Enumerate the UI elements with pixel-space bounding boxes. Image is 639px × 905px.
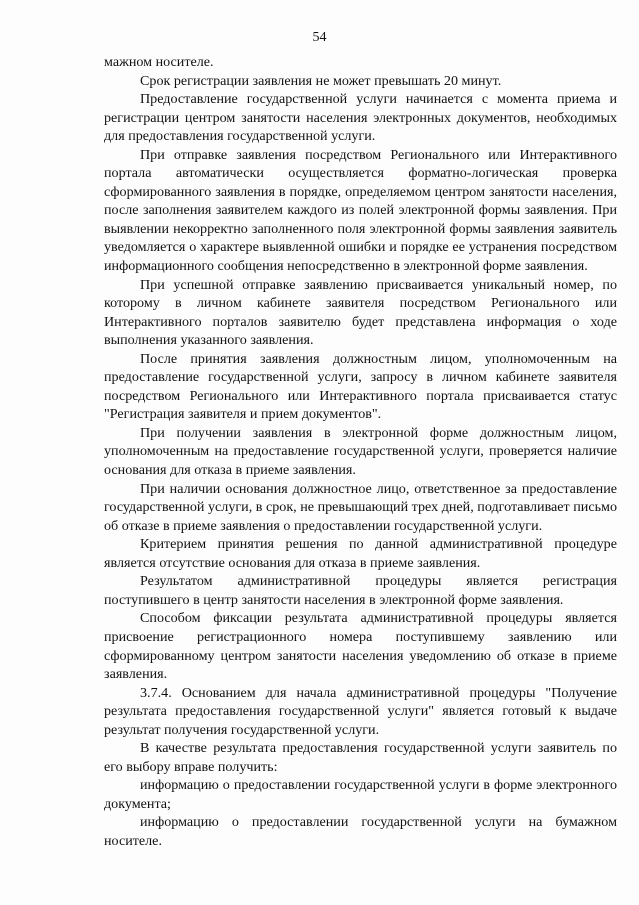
paragraph: При отправке заявления посредством Регионального или Интерактивного портала автоматически осуществляется форматно-логическая проверка сформированного заявления в порядке, определяемом центром занятости населения, после заполнения заявителем каждого из полей электронной формы заявления. При выявлении некорректно заполненного поля электронной формы заявления заявитель уведомляется о характере выявленной ошибки и порядке ее устранения посредством информационного сообщения непосредственно в электронной форме заявления.	[104, 146, 617, 275]
paragraph: В качестве результата предоставления государственной услуги заявитель по его выбору вправе получить:	[104, 740, 617, 775]
section-paragraph: 3.7.4. Основанием для начала административной процедуры "Получение результата предоставления государственной услуги" является готовый к выдаче результат получения государственной услуги.	[104, 684, 617, 738]
paragraph: Предоставление государственной услуги начинается с момента приема и регистрации центром занятости населения электронных документов, необходимых для предоставления государственной услуги.	[104, 91, 617, 145]
list-item: информацию о предоставлении государственной услуги в форме электронного документа;	[104, 777, 617, 812]
paragraph: Способом фиксации результата административной процедуры является присвоение регистрационного номера поступившему заявлению или сформированному центром занятости населения уведомлению об отказе в приеме заявления.	[104, 610, 617, 683]
paragraph: При получении заявления в электронной форме должностным лицом, уполномоченным на предоставление государственной услуги, проверяется наличие основания для отказа в приеме заявления.	[104, 424, 617, 479]
paragraph-continuation: мажном носителе.	[104, 54, 214, 70]
paragraph: Результатом административной процедуры является регистрация поступившего в центр занятости населения в электронной форме заявления.	[104, 573, 617, 608]
document-body	[104, 53, 617, 851]
paragraph: Критерием принятия решения по данной административной процедуре является отсутствие основания для отказа в приеме заявления.	[104, 536, 617, 571]
paragraph: При успешной отправке заявлению присваивается уникальный номер, по которому в личном кабинете заявителя посредством Регионального или Интерактивного порталов заявителю будет представлена информация о ходе выполнения указанного заявления.	[104, 276, 617, 349]
paragraph: Срок регистрации заявления не может превышать 20 минут.	[140, 72, 502, 89]
paragraph: После принятия заявления должностным лицом, уполномоченным на предоставление государственной услуги, запросу в личном кабинете заявителя посредством Регионального или Интерактивного портала присваивается статус "Регистрация заявителя и прием документов".	[104, 350, 617, 423]
paragraph: При наличии основания должностное лицо, ответственное за предоставление государственной услуги, в срок, не превышающий трех дней, подготавливает письмо об отказе в приеме заявления о предоставлении государственной услуги.	[104, 480, 617, 534]
page-number: 54	[312, 30, 327, 45]
list-item: информацию о предоставлении государственной услуги на бумажном носителе.	[104, 814, 617, 849]
